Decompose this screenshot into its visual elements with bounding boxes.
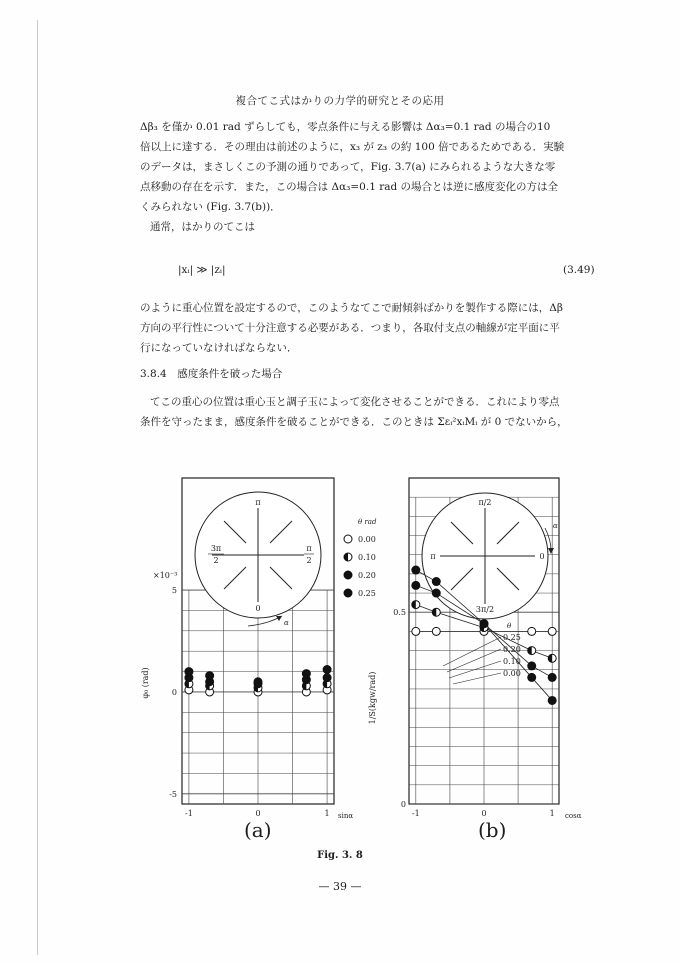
data-point: [528, 662, 536, 670]
legend-title: θ rad: [358, 518, 377, 526]
circle-label-right-num: π: [306, 544, 312, 553]
data-point: [548, 673, 556, 681]
y-scale-label: ×10⁻³: [153, 571, 178, 580]
equation: |xᵢ| ≫ |zᵢ|: [178, 264, 226, 276]
x-tick-label: -1: [411, 809, 420, 818]
circle-label-left-den: 2: [213, 556, 219, 565]
figure-b: [368, 478, 595, 827]
y-axis-label: φ₀ (rad): [141, 667, 150, 699]
data-point: [412, 627, 420, 635]
data-point: [412, 581, 420, 589]
text-line: 条件を守ったまま，感度条件を破ることができる．このときは Σεᵢ²xᵢMᵢ が 0 でないから，: [140, 416, 568, 428]
data-point: [432, 627, 440, 635]
y-tick-label: 5: [171, 586, 177, 596]
data-point: [206, 672, 214, 680]
text-line: Δβ₃ を僅か 0.01 rad ずらしても，零点条件に与える影響は Δα₃=0.1 rad の場合の10: [140, 121, 551, 133]
text-line: のように重心位置を設定するので，このようなてこで耐傾斜ばかりを製作する際には，Δβ: [140, 302, 563, 314]
legend-entry: 0.25: [358, 589, 376, 598]
data-point: [412, 601, 420, 609]
data-point: [528, 673, 536, 681]
figure-caption: Fig. 3. 8: [317, 850, 363, 861]
x-tick-label: 0: [481, 809, 487, 818]
x-tick-label: 0: [255, 809, 261, 818]
data-point: [412, 566, 420, 574]
legend-entry: 0.20: [358, 571, 376, 580]
grid: [182, 590, 334, 804]
circle-label-left-num: 3π: [210, 544, 222, 553]
x-tick-label: -1: [185, 809, 193, 818]
circle-label-right: 0: [539, 552, 545, 561]
data-point: [432, 589, 440, 597]
figure-b-label: (b): [478, 818, 507, 842]
legend-marker: [344, 571, 352, 579]
data-point: [185, 668, 193, 676]
circle-label-left: π: [430, 552, 436, 561]
y-tick-label: 0: [400, 800, 406, 809]
circle-label-top: π: [255, 498, 261, 507]
section-heading: 3.8.4 感度条件を破った場合: [140, 368, 283, 380]
alpha-label: α: [284, 619, 289, 627]
legend-entry: 0.10: [358, 553, 376, 562]
text-line: 倍以上に達する．その理由は前述のように，x₃ が z₃ の約 100 倍であるためである．実験: [140, 141, 565, 153]
x-tick-label: 1: [549, 809, 555, 818]
circle-label-bottom: 3π/2: [475, 605, 495, 614]
legend-leader: [447, 649, 501, 672]
legend-entry: 0.10: [503, 657, 521, 666]
legend-leader: [449, 661, 501, 678]
text-line: 通常，はかりのてこは: [150, 221, 255, 233]
legend-entry: 0.00: [503, 669, 521, 678]
paragraph-3: [140, 392, 615, 432]
circle-label-bottom: 0: [255, 604, 261, 613]
data-point: [548, 696, 556, 704]
data-point: [323, 666, 331, 674]
x-axis-label: sinα: [338, 812, 354, 820]
paragraph-1: [140, 117, 615, 237]
legend-entry: 0.20: [503, 645, 521, 654]
data-point: [528, 627, 536, 635]
running-header: 複合てこ式はかりの力学的研究とその応用: [235, 95, 445, 107]
data-point: [432, 578, 440, 586]
figure-a-label: (a): [244, 818, 272, 842]
legend-marker: [344, 535, 352, 543]
paragraph-2: [140, 298, 615, 358]
legend-entry: 0.00: [358, 535, 376, 544]
data-point: [480, 620, 488, 628]
data-point: [323, 674, 331, 682]
equation-number: (3.49): [563, 264, 595, 276]
x-axis-label: cosα: [565, 812, 582, 820]
data-point: [528, 647, 536, 655]
figure-b-plot: [368, 478, 595, 823]
text-line: てこの重心の位置は重心玉と調子玉によって変化させることができる．これにより零点: [150, 396, 560, 408]
alpha-label: α: [553, 522, 558, 530]
circle-label-top: π/2: [478, 498, 492, 507]
data-point: [548, 654, 556, 662]
y-tick-label: 0.5: [393, 608, 406, 618]
binding-margin-line: [37, 20, 38, 955]
circle-label-right-den: 2: [306, 556, 312, 565]
data-point: [302, 670, 310, 678]
legend-entries: [344, 535, 376, 598]
legend-marker: [344, 589, 352, 597]
legend-marker: [344, 553, 352, 561]
y-axis-label: 1/S(kgw/rad): [368, 671, 377, 725]
figure-a: [140, 478, 390, 827]
legend-entry: 0.25: [503, 633, 521, 642]
text-line: 点移動の存在を示す．また，この場合は Δα₃=0.1 rad の場合とは逆に感度変化の方は全: [140, 181, 559, 193]
text-line: 方向の平行性について十分注意する必要がある．つまり，各取付支点の軸線が定平面に平: [140, 322, 560, 334]
text-line: 行になっていなければならない．: [140, 342, 298, 354]
x-tick-label: 1: [324, 809, 330, 818]
legend-a: [340, 508, 390, 638]
y-tick-label: 0: [171, 687, 177, 697]
alpha-arrowhead: [548, 548, 554, 554]
data-point: [548, 627, 556, 635]
y-tick-label: -5: [169, 789, 177, 799]
text-line: のデータは，まさしくこの予測の通りであって，Fig. 3.7(a) にみられるような大きな零: [140, 161, 556, 173]
data-point: [254, 678, 262, 686]
page-number: — 39 —: [318, 880, 362, 893]
data-point: [432, 608, 440, 616]
text-line: くみられない (Fig. 3.7(b))．: [140, 201, 281, 213]
legend-title: θ: [507, 622, 512, 630]
